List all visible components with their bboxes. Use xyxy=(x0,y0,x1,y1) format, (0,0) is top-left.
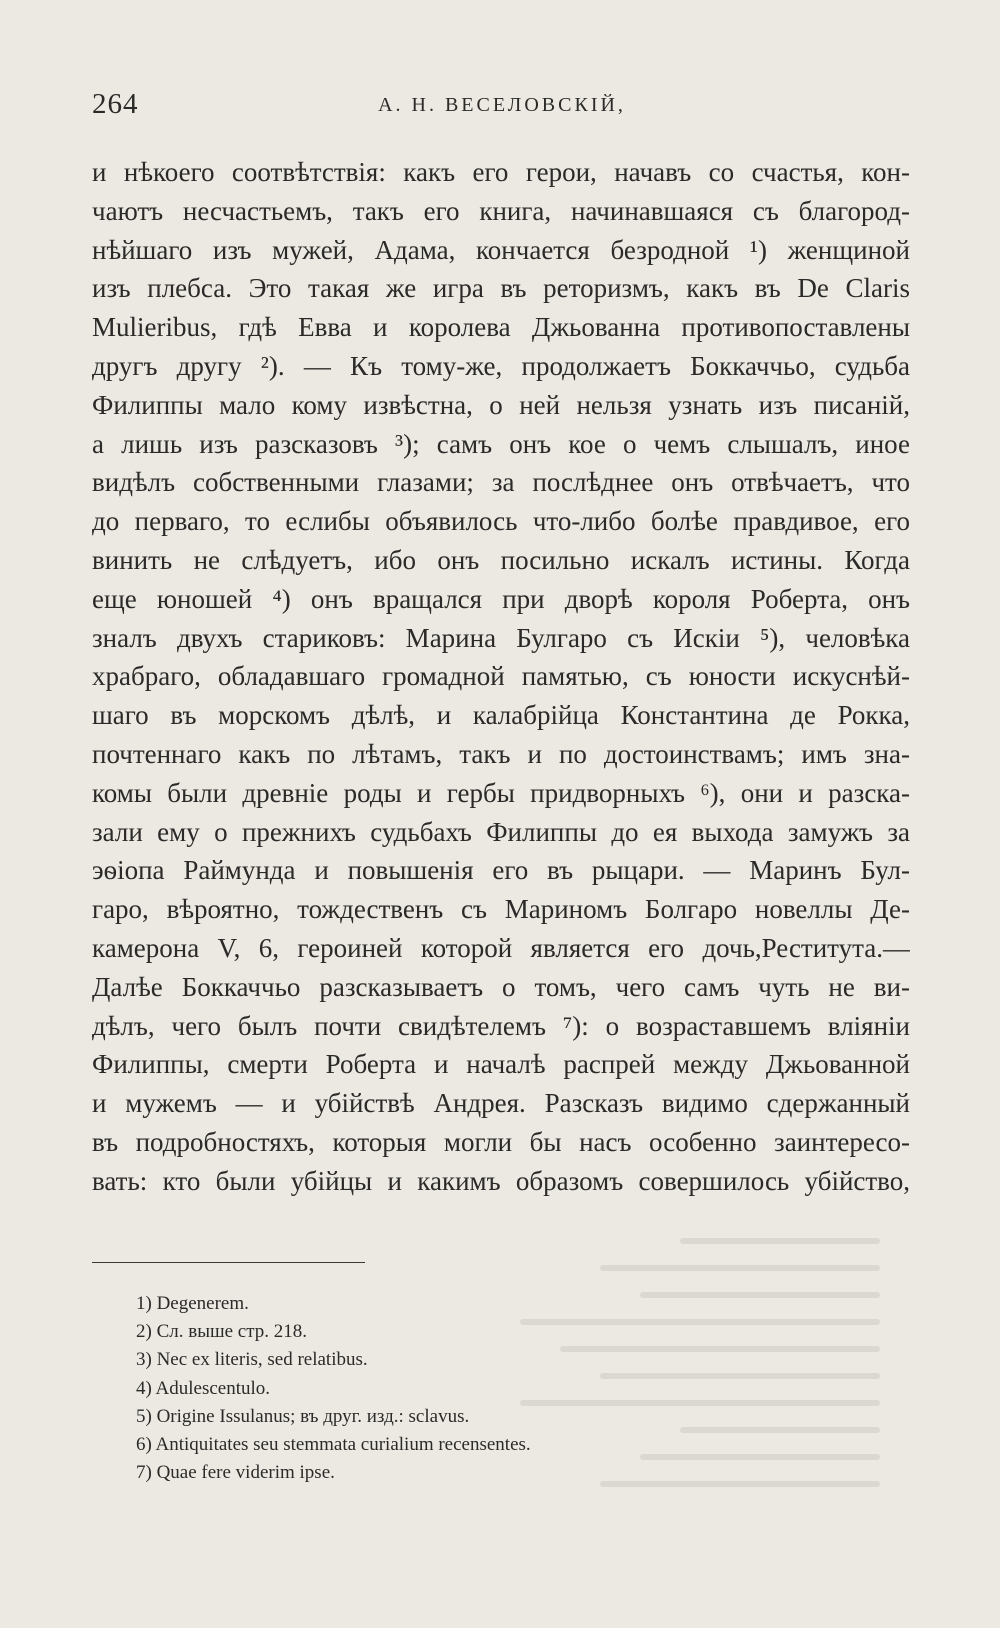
text-line: Филиппы, смерти Роберта и началѣ распрей между Джьованной xyxy=(92,1049,910,1080)
footnote-item: 5) Origine Issulanus; въ друг. изд.: sclavus. xyxy=(136,1405,470,1427)
text-line: и нѣкоего соотвѣтствія: какъ его герои, начавъ со счастья, кон- xyxy=(92,157,910,187)
text-line: въ подробностяхъ, которыя могли бы насъ особенно заинтересо- xyxy=(92,1126,910,1157)
footnote-item: 4) Adulescentulo. xyxy=(136,1377,271,1399)
text-line: и мужемъ — и убійствѣ Андрея. Разсказъ видимо сдержанный xyxy=(92,1088,910,1119)
footnote-item: 6) Antiquitates seu stemmata curialium recensentes. xyxy=(136,1433,531,1455)
text-line: гаро, вѣроятно, тождественъ съ Мариномъ Болгаро новеллы Де- xyxy=(92,894,910,925)
text-line: Далѣе Боккаччьо разсказываетъ о томъ, чего самъ чуть не ви- xyxy=(92,971,910,1002)
text-line: комы были древніе роды и гербы придворныхъ ⁶), они и разска- xyxy=(92,777,910,808)
text-line: еще юношей ⁴) онъ вращался при дворѣ короля Роберта, онъ xyxy=(92,583,910,614)
text-line: дѣлъ, чего былъ почти свидѣтелемъ ⁷): о возраставшемъ вліяніи xyxy=(92,1010,910,1041)
text-line: до перваго, то еслибы объявилось что-либо болѣе правдивое, его xyxy=(92,506,910,537)
text-line: вать: кто были убійцы и какимъ образомъ совершилось убійство, xyxy=(92,1165,910,1196)
text-line: Филиппы мало кому извѣстна, о ней нельзя узнать изъ писаній, xyxy=(92,389,910,420)
page-number: 264 xyxy=(92,88,139,120)
text-line: эѳіопа Раймунда и повышенія его въ рыцари. — Маринъ Бул- xyxy=(92,855,910,886)
text-line: винить не слѣдуетъ, ибо онъ посильно искалъ истины. Когда xyxy=(92,544,910,575)
text-line: шаго въ морскомъ дѣлѣ, и калабрійца Константина де Рокка, xyxy=(92,700,910,731)
text-line: почтеннаго какъ по лѣтамъ, такъ и по достоинствамъ; имъ зна- xyxy=(92,738,910,769)
text-line: Mulieribus, гдѣ Евва и королева Джьованна противопоставлены xyxy=(92,312,910,343)
text-line: зналъ двухъ стариковъ: Марина Булгаро съ Искіи ⁵), человѣка xyxy=(92,622,910,653)
text-line: храбраго, обладавшаго громадной памятью, съ юности искуснѣй- xyxy=(92,661,910,692)
body-text xyxy=(92,153,910,1201)
footnote-item: 2) Сл. выше стр. 218. xyxy=(136,1321,307,1343)
text-line: камерона V, 6, героиней которой является его дочь,Реститута.— xyxy=(92,932,910,963)
text-line: зали ему о прежнихъ судьбахъ Филиппы до ея выхода замужъ за xyxy=(92,816,910,847)
footnote-item: 7) Quae fere viderim ipse. xyxy=(136,1462,335,1484)
footnotes-list xyxy=(136,1290,736,1487)
footnote-separator xyxy=(92,1262,365,1263)
running-head: А. Н. ВЕСЕЛОВСКІЙ, xyxy=(378,94,626,116)
footnote-item: 1) Degenerem. xyxy=(136,1293,249,1314)
text-line: нѣйшаго изъ мужей, Адама, кончается безродной ¹) женщиной xyxy=(92,234,910,265)
text-line: изъ плебса. Это такая же игра въ реторизмъ, какъ въ De Claris xyxy=(92,273,910,304)
text-line: видѣлъ собственными глазами; за послѣднее онъ отвѣчаетъ, что xyxy=(92,467,910,498)
page-header xyxy=(92,88,912,128)
text-line: а лишь изъ разсказовъ ³); самъ онъ кое о чемъ слышалъ, иное xyxy=(92,428,910,459)
text-line: другъ другу ²). — Къ тому-же, продолжаетъ Боккаччьо, судьба xyxy=(92,350,910,381)
text-line: чаютъ несчастьемъ, такъ его книга, начинавшаяся съ благород- xyxy=(92,195,910,226)
footnote-item: 3) Nec ex literis, sed relatibus. xyxy=(136,1349,368,1371)
